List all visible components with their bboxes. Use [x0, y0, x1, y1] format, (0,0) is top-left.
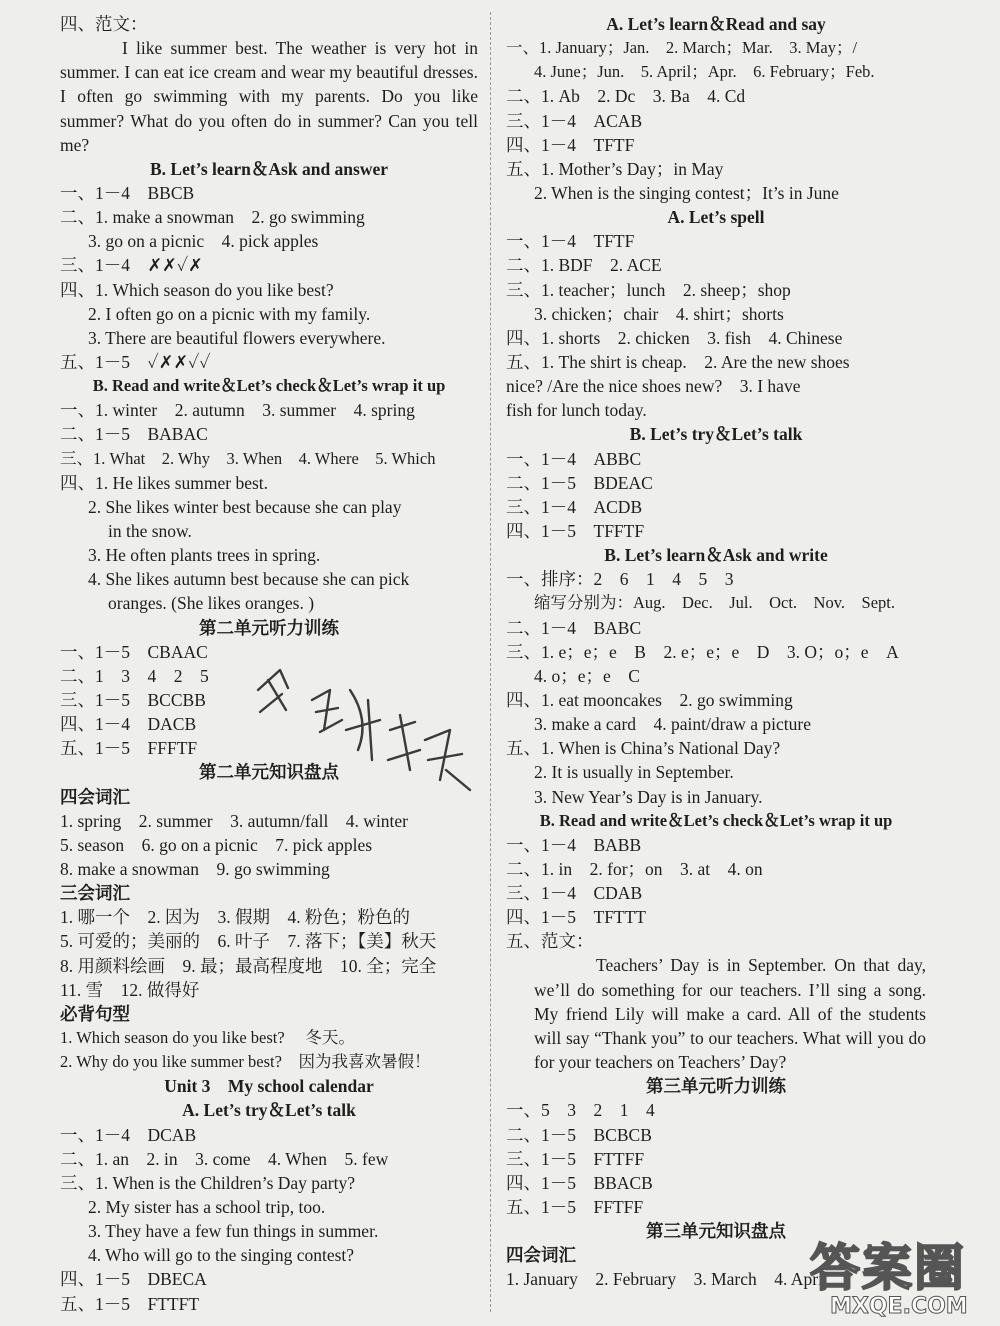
answer-line: 3. There are beautiful flowers everywhere.: [88, 327, 386, 348]
answer-line: 5. season 6. go on a picnic 7. pick apples: [60, 834, 373, 855]
answer-line: 四、1－4 DACB: [60, 714, 197, 735]
answer-line: 三、1. teacher；lunch 2. sheep；shop: [506, 279, 791, 300]
subsection-label: 必背句型: [60, 1003, 130, 1024]
answer-line: 2. When is the singing contest；It’s in June: [534, 182, 839, 203]
section-heading: 第二单元听力训练: [199, 617, 339, 638]
section-label: 四、范文：: [60, 14, 148, 34]
answer-line: 一、1. winter 2. autumn 3. summer 4. spring: [60, 400, 415, 421]
answer-line: 二、1. BDF 2. ACE: [506, 255, 662, 276]
answer-line: 四、1－5 BBACB: [506, 1172, 653, 1193]
answer-line: 1. 哪一个 2. 因为 3. 假期 4. 粉色；粉色的: [60, 907, 410, 928]
answer-line: oranges. (She likes oranges. ): [108, 593, 315, 614]
answer-line: 五、1. When is China’s National Day?: [506, 738, 781, 759]
answer-line: 4. Who will go to the singing contest?: [88, 1245, 355, 1266]
section-heading: A. Let’s spell: [667, 207, 765, 228]
answer-line: 1. Which season do you like best? 冬天。: [60, 1027, 355, 1047]
answer-line: 四、1. Which season do you like best?: [60, 279, 334, 300]
answer-line: 一、1－5 CBAAC: [60, 641, 208, 662]
answer-line: 2. I often go on a picnic with my family.: [88, 303, 371, 324]
section-heading: B. Read and write＆Let’s check＆Let’s wrap it up: [92, 376, 446, 396]
section-heading: 第三单元听力训练: [646, 1076, 786, 1097]
answer-line: 一、排序：2 6 1 4 5 3: [506, 569, 734, 590]
answer-line: in the snow.: [108, 521, 192, 542]
answer-line: 三、1－5 BCCBB: [60, 690, 206, 711]
answer-line: 二、1－5 BCBCB: [506, 1124, 652, 1145]
watermark-text: 答案圈: [810, 1239, 966, 1297]
answer-line: 五、1－5 FFFTF: [60, 738, 198, 759]
answer-line: 1. January 2. February 3. March 4. April: [506, 1269, 828, 1290]
answer-line: fish for lunch today.: [506, 400, 647, 421]
answer-line: 三、1. When is the Children’s Day party?: [60, 1172, 356, 1193]
answer-line: 四、1. eat mooncakes 2. go swimming: [506, 689, 793, 710]
answer-line: 三、1－5 FTTFF: [506, 1148, 645, 1169]
section-heading: A. Let’s learn＆Read and say: [606, 14, 826, 34]
essay-text: I like summer best. The weather is very hot in summer. I can eat ice cream and wear my beautiful dresses. I often go swimming with my parents. Do you like summer? What do you often do in summer? Can you tell me?: [60, 38, 479, 155]
answer-line: 五、1. Mother’s Day；in May: [506, 158, 724, 179]
answer-line: 五、1－5 FTTFT: [60, 1293, 200, 1314]
answer-line: nice? /Are the nice shoes new? 3. I have: [506, 376, 801, 397]
answer-line: 4. June；Jun. 5. April；Apr. 6. February；Feb.: [534, 62, 875, 82]
answer-line: 二、1－5 BABAC: [60, 424, 208, 445]
answer-line: 四、1－5 DBECA: [60, 1269, 207, 1290]
answer-line: 一、1－4 DCAB: [60, 1124, 197, 1145]
answer-line: 3. make a card 4. paint/draw a picture: [534, 714, 811, 735]
subsection-label: 四会词汇: [506, 1245, 576, 1266]
section-label: 五、范文：: [506, 931, 594, 952]
answer-line: 四、1. He likes summer best.: [60, 472, 269, 493]
answer-line: 2. Why do you like summer best? 因为我喜欢暑假！: [60, 1052, 431, 1072]
answer-line: 3. go on a picnic 4. pick apples: [88, 231, 319, 252]
answer-line: 5. 可爱的；美丽的 6. 叶子 7. 落下；【美】秋天: [60, 931, 437, 952]
answer-line: 一、1－4 BBCB: [60, 183, 195, 204]
answer-line: 三、1－4 ACDB: [506, 496, 643, 517]
answer-line: 8. make a snowman 9. go swimming: [60, 859, 330, 879]
answer-line: 二、1. an 2. in 3. come 4. When 5. few: [60, 1148, 389, 1169]
answer-line: 四、1－4 TFTF: [506, 134, 635, 155]
answer-line: 三、1. e；e；e B 2. e；e；e D 3. O；o；e A: [506, 641, 899, 662]
answer-line: 8. 用颜料绘画 9. 最；最高程度地 10. 全；完全: [60, 955, 437, 976]
answer-line: 2. She likes winter best because she can play: [88, 496, 402, 517]
right-column: [506, 12, 926, 1292]
answer-line: 4. She likes autumn best because she can pick: [88, 569, 410, 590]
answer-line: 三、1－4 CDAB: [506, 883, 643, 904]
essay-text: Teachers’ Day is in September. On that day, we’ll do something for our teachers. I’ll sing a song. My friend Lily will make a card. All of the students will say “Thank you” to our teachers. What will you do for your teachers on Teachers’ Day?: [534, 955, 927, 1073]
answer-line: 1. spring 2. summer 3. autumn/fall 4. winter: [60, 810, 409, 831]
answer-line: 11. 雪 12. 做得好: [60, 979, 200, 1000]
section-heading: B. Let’s learn＆Ask and answer: [149, 158, 389, 179]
answer-line: 2. My sister has a school trip, too.: [88, 1196, 326, 1217]
answer-line: 五、1. The shirt is cheap. 2. Are the new shoes: [506, 351, 850, 372]
answer-line: 缩写分别为：Aug. Dec. Jul. Oct. Nov. Sept.: [534, 593, 895, 613]
answer-line: 二、1 3 4 2 5: [60, 665, 209, 686]
section-heading: A. Let’s try＆Let’s talk: [182, 1100, 356, 1121]
answer-line: 二、1－5 BDEAC: [506, 472, 653, 493]
left-column: [60, 12, 478, 1316]
watermark-url: MXQE.COM: [830, 1294, 968, 1319]
section-heading: B. Let’s learn＆Ask and write: [604, 545, 828, 566]
answer-line: 四、1－5 TFTTT: [506, 907, 646, 928]
answer-line: 4. o；e；e C: [534, 665, 640, 686]
answer-line: 三、1. What 2. Why 3. When 4. Where 5. Which: [60, 448, 436, 468]
answer-line: 二、1. in 2. for；on 3. at 4. on: [506, 858, 763, 879]
answer-line: 五、1－5 ✓✗✗✓✓: [60, 352, 211, 373]
answer-line: 一、1－4 ABBC: [506, 448, 642, 469]
answer-line: 四、1－5 TFFTF: [506, 520, 645, 541]
section-heading: B. Read and write＆Let’s check＆Let’s wrap it up: [539, 810, 893, 830]
answer-line: 一、1－4 BABB: [506, 834, 642, 855]
unit-title: Unit 3 My school calendar: [164, 1076, 374, 1097]
section-heading: 第二单元知识盘点: [199, 762, 339, 783]
answer-line: 三、1－4 ✗✗✓✗: [60, 255, 203, 276]
subsection-label: 四会词汇: [60, 786, 130, 807]
answer-line: 一、1. January；Jan. 2. March；Mar. 3. May；/: [506, 38, 858, 58]
answer-line: 2. It is usually in September.: [534, 762, 734, 783]
column-divider: [490, 12, 491, 1312]
answer-line: 一、5 3 2 1 4: [506, 1100, 655, 1121]
answer-line: 3. chicken；chair 4. shirt；shorts: [534, 303, 784, 324]
answer-line: 四、1. shorts 2. chicken 3. fish 4. Chinese: [506, 327, 843, 348]
section-heading: 第三单元知识盘点: [646, 1221, 786, 1242]
answer-line: 一、1－4 TFTF: [506, 231, 635, 252]
answer-line: 五、1－5 FFTFF: [506, 1196, 644, 1217]
answer-line: 二、1－4 BABC: [506, 617, 642, 638]
answer-line: 3. They have a few fun things in summer.: [88, 1221, 379, 1242]
answer-line: 二、1. make a snowman 2. go swimming: [60, 207, 365, 228]
answer-line: 三、1－4 ACAB: [506, 110, 643, 131]
answer-line: 3. He often plants trees in spring.: [88, 545, 321, 566]
answer-line: 3. New Year’s Day is in January.: [534, 786, 763, 807]
section-heading: B. Let’s try＆Let’s talk: [629, 424, 803, 445]
answer-line: 二、1. Ab 2. Dc 3. Ba 4. Cd: [506, 86, 746, 107]
subsection-label: 三会词汇: [60, 883, 130, 904]
watermark-logo: [810, 1228, 990, 1320]
